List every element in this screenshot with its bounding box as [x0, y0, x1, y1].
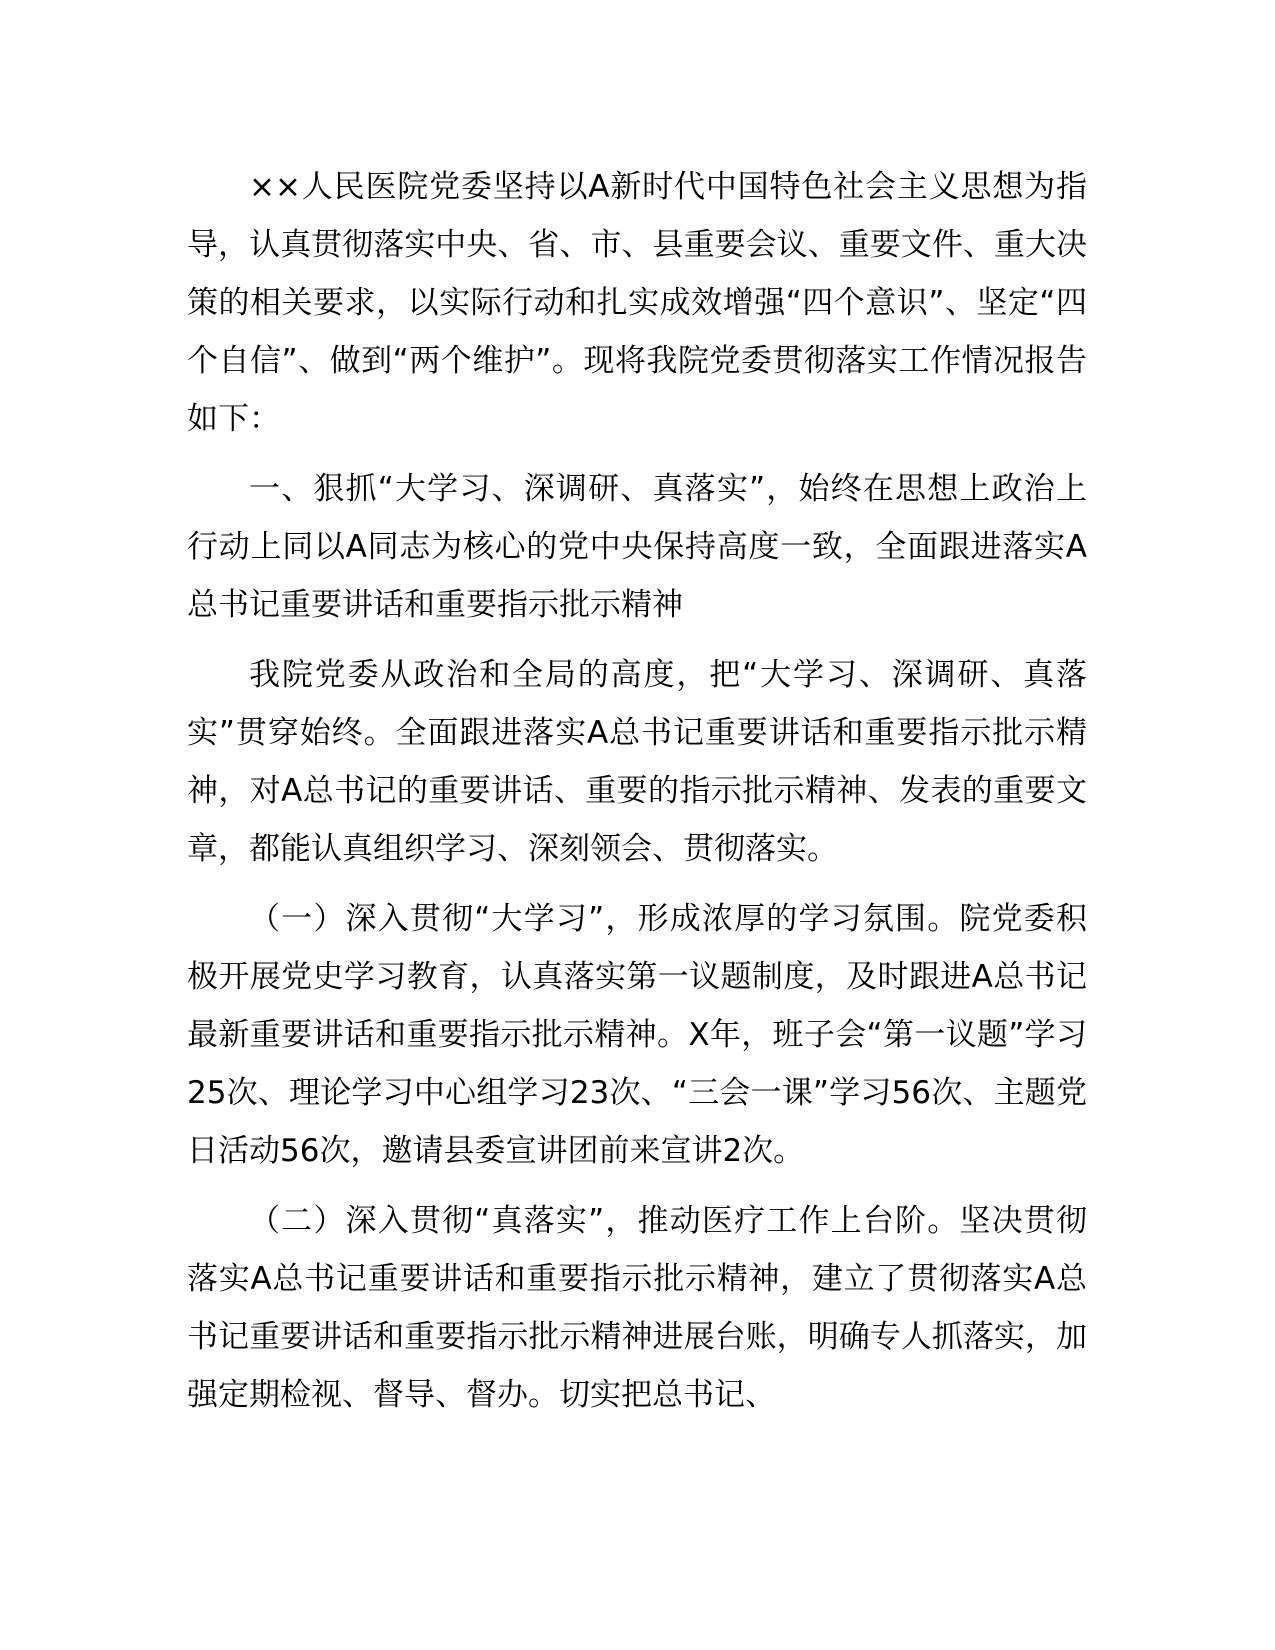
section-1-paragraph: 我院党委从政治和全局的高度，把“大学习、深调研、真落实”贯穿始终。全面跟进落实A总书记重要讲话和重要指示批示精神，对A总书记的重要讲话、重要的指示批示精神、发表的重要文章，都能认真组织学习、深刻领会、贯彻落实。 — [187, 657, 1087, 867]
subsection-1-paragraph: （一）深入贯彻“大学习”，形成浓厚的学习氛围。院党委积极开展党史学习教育，认真落实第一议题制度，及时跟进A总书记最新重要讲话和重要指示批示精神。X年，班子会“第一议题”学习25次、理论学习中心组学习23次、“三会一课”学习56次、主题党日活动56次，邀请县委宣讲团前来宣讲2次。 — [187, 901, 1087, 1169]
subsection-2-paragraph: （二）深入贯彻“真落实”，推动医疗工作上台阶。坚决贯彻落实A总书记重要讲话和重要指示批示精神，建立了贯彻落实A总书记重要讲话和重要指示批示精神进展台账，明确专人抓落实，加强定期检视、督导、督办。切实把总书记、 — [187, 1203, 1087, 1413]
intro-paragraph: ××人民医院党委坚持以A新时代中国特色社会主义思想为指导，认真贯彻落实中央、省、市、县重要会议、重要文件、重大决策的相关要求，以实际行动和扎实成效增强“四个意识”、坚定“四个自信”、做到“两个维护”。现将我院党委贯彻落实工作情况报告如下： — [187, 169, 1087, 437]
section-heading-1: 一、狠抓“大学习、深调研、真落实”，始终在思想上政治上行动上同以A同志为核心的党中央保持高度一致，全面跟进落实A总书记重要讲话和重要指示批示精神 — [187, 471, 1087, 623]
document-body — [187, 158, 1087, 1424]
